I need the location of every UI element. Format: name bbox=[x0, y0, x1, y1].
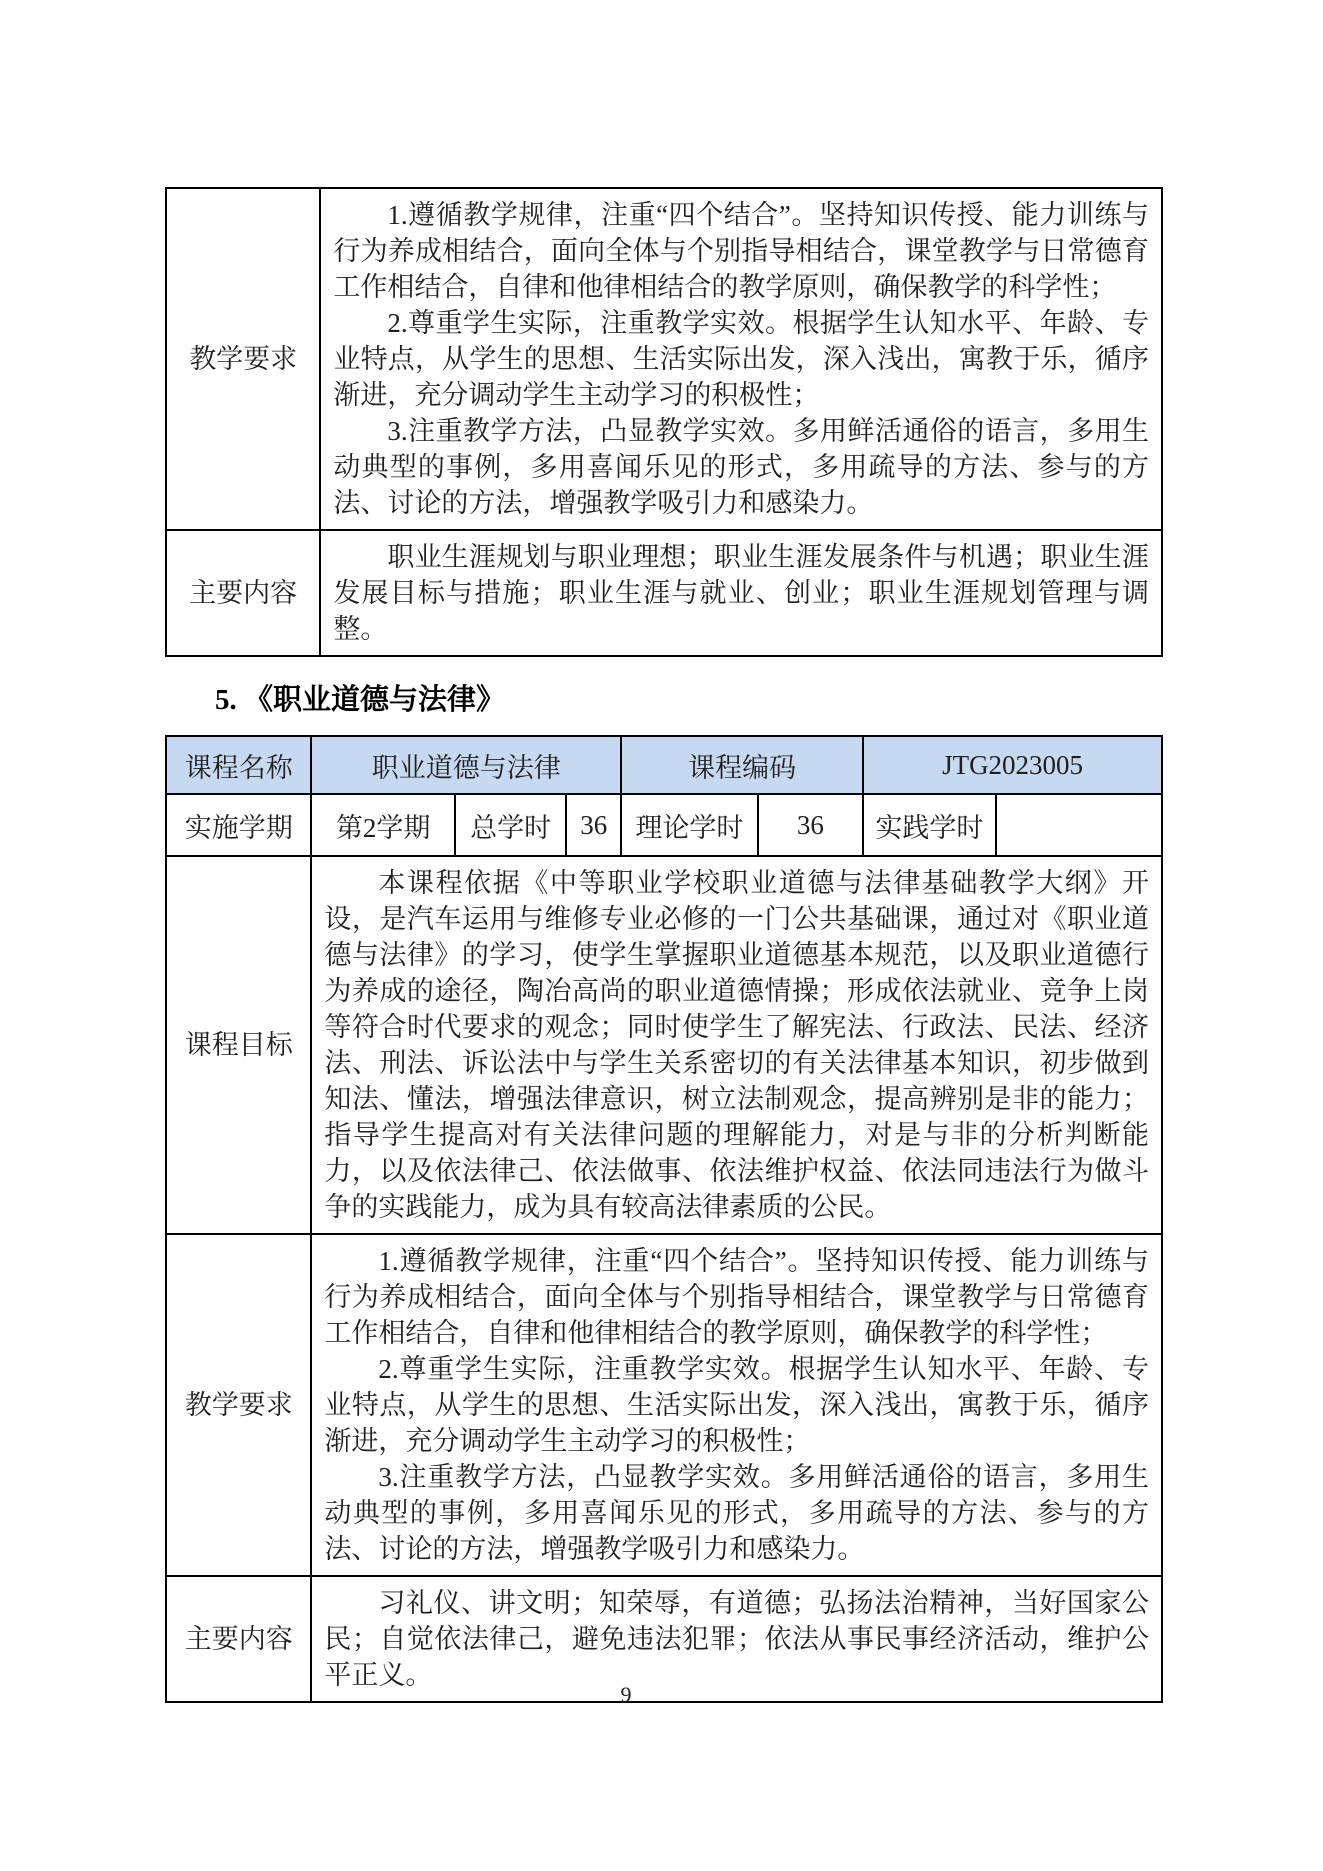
semester-value: 第2学期 bbox=[311, 794, 454, 856]
main-content-text-cell bbox=[311, 1576, 1162, 1702]
table-row-course-objectives bbox=[166, 856, 1162, 1234]
page-number: 9 bbox=[620, 1682, 632, 1707]
row-label-course-objectives: 课程目标 bbox=[166, 856, 311, 1234]
total-hours-value: 36 bbox=[566, 794, 621, 856]
paragraph: 2.尊重学生实际，注重教学实效。根据学生认知水平、年龄、专业特点，从学生的思想、生活实际出发，深入浅出，寓教于乐，循序渐进，充分调动学生主动学习的积极性； bbox=[333, 308, 1149, 410]
paragraph: 习礼仪、讲文明；知荣辱，有道德；弘扬法治精神，当好国家公民；自觉依法律己，避免违法犯罪；依法从事民事经济活动，维护公平正义。 bbox=[324, 1588, 1149, 1690]
course-code-value: JTG2023005 bbox=[863, 736, 1162, 794]
semester-label: 实施学期 bbox=[166, 794, 311, 856]
row-label-main-content: 主要内容 bbox=[166, 1576, 311, 1702]
row-label-teaching-requirements: 教学要求 bbox=[166, 1234, 311, 1576]
paragraph: 3.注重教学方法，凸显教学实效。多用鲜活通俗的语言，多用生动典型的事例，多用喜闻乐见的形式，多用疏导的方法、参与的方法、讨论的方法，增强教学吸引力和感染力。 bbox=[333, 416, 1149, 518]
row-label-main-content: 主要内容 bbox=[166, 530, 320, 656]
course-table bbox=[165, 735, 1163, 1703]
table-header-row bbox=[166, 736, 1162, 794]
paragraph: 2.尊重学生实际，注重教学实效。根据学生认知水平、年龄、专业特点，从学生的思想、生活实际出发，深入浅出，寓教于乐，循序渐进，充分调动学生主动学习的积极性； bbox=[324, 1354, 1149, 1456]
table-row-main-content bbox=[166, 530, 1162, 656]
section-heading: 5. 《职业道德与法律》 bbox=[215, 684, 506, 716]
paragraph: 3.注重教学方法，凸显教学实效。多用鲜活通俗的语言，多用生动典型的事例，多用喜闻乐见的形式，多用疏导的方法、参与的方法、讨论的方法，增强教学吸引力和感染力。 bbox=[324, 1462, 1149, 1564]
paragraph: 1.遵循教学规律，注重“四个结合”。坚持知识传授、能力训练与行为养成相结合，面向全体与个别指导相结合，课堂教学与日常德育工作相结合，自律和他律相结合的教学原则，确保教学的科学性； bbox=[324, 1246, 1149, 1348]
course-objectives-content bbox=[311, 856, 1162, 1234]
row-label-teaching-requirements: 教学要求 bbox=[166, 188, 320, 530]
paragraph: 本课程依据《中等职业学校职业道德与法律基础教学大纲》开设，是汽车运用与维修专业必修的一门公共基础课，通过对《职业道德与法律》的学习，使学生掌握职业道德基本规范，以及职业道德行为养成的途径，陶冶高尚的职业道德情操；形成依法就业、竞争上岗等符合时代要求的观念；同时使学生了解宪法、行政法、民法、经济法、刑法、诉讼法中与学生关系密切的有关法律基本知识，初步做到知法、懂法，增强法律意识，树立法制观念，提高辨别是非的能力；指导学生提高对有关法律问题的理解能力，对是与非的分析判断能力，以及依法律己、依法做事、依法维护权益、依法同违法行为做斗争的实践能力，成为具有较高法律素质的公民。 bbox=[324, 868, 1149, 1222]
paragraph: 1.遵循教学规律，注重“四个结合”。坚持知识传授、能力训练与行为养成相结合，面向全体与个别指导相结合，课堂教学与日常德育工作相结合，自律和他律相结合的教学原则，确保教学的科学性； bbox=[333, 200, 1149, 302]
table-row-teaching-requirements bbox=[166, 1234, 1162, 1576]
table-info-row bbox=[166, 794, 1162, 856]
course-code-label: 课程编码 bbox=[621, 736, 863, 794]
practice-hours-label: 实践学时 bbox=[863, 794, 995, 856]
course-name-value: 职业道德与法律 bbox=[311, 736, 621, 794]
main-content-text-cell bbox=[320, 530, 1162, 656]
table-row-main-content bbox=[166, 1576, 1162, 1702]
theory-hours-label: 理论学时 bbox=[621, 794, 757, 856]
teaching-requirements-content bbox=[320, 188, 1162, 530]
course-name-label: 课程名称 bbox=[166, 736, 311, 794]
course-table-continued bbox=[165, 187, 1163, 657]
practice-hours-value bbox=[996, 794, 1162, 856]
total-hours-label: 总学时 bbox=[455, 794, 567, 856]
theory-hours-value: 36 bbox=[758, 794, 864, 856]
table-row-teaching-requirements bbox=[166, 188, 1162, 530]
teaching-requirements-content bbox=[311, 1234, 1162, 1576]
paragraph: 职业生涯规划与职业理想；职业生涯发展条件与机遇；职业生涯 发展目标与措施；职业生涯与就业、创业；职业生涯规划管理与调整。 bbox=[333, 542, 1149, 644]
